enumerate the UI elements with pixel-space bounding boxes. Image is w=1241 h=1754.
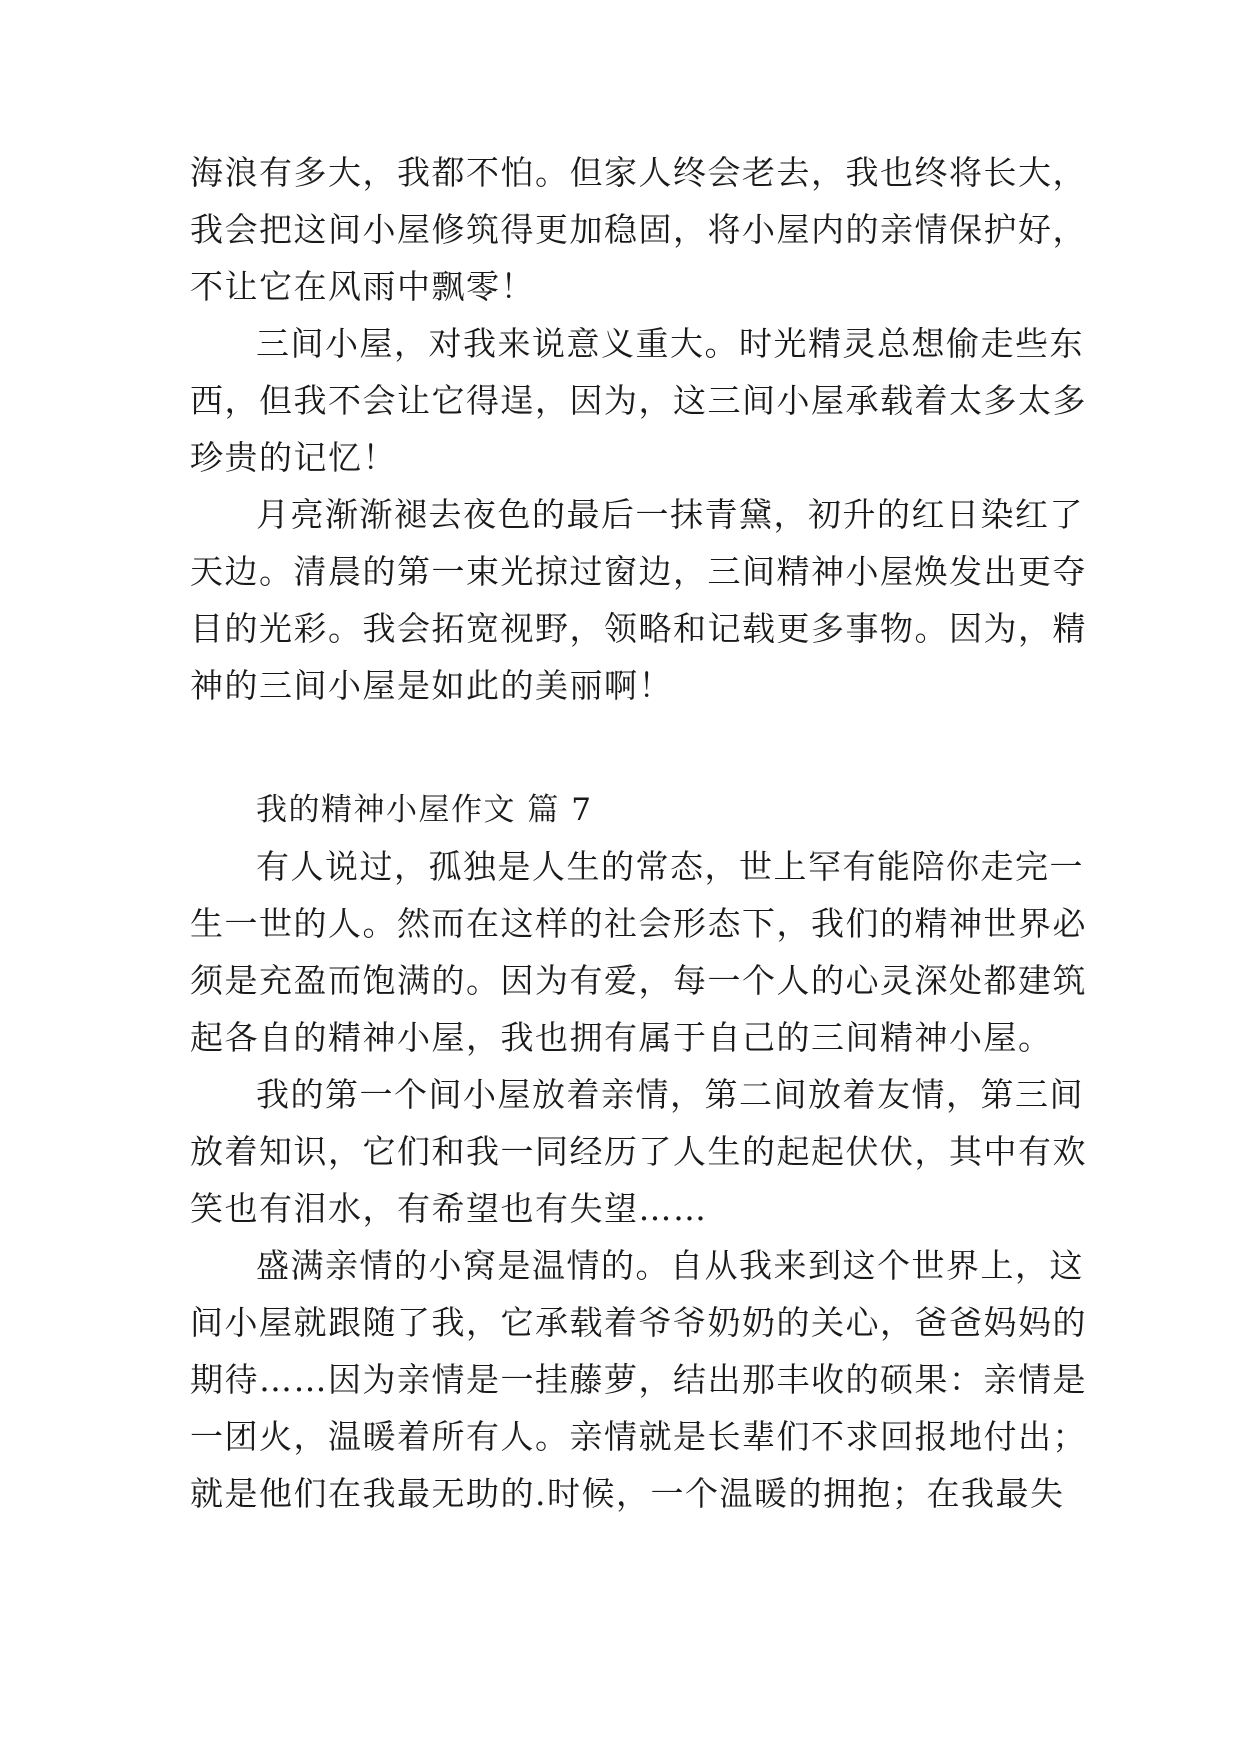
text-line: 神的三间小屋是如此的美丽啊！ bbox=[190, 666, 673, 705]
text-line: 间小屋就跟随了我，它承载着爷爷奶奶的关心，爸爸妈妈的 bbox=[190, 1303, 1087, 1342]
text-line: 须是充盈而饱满的。因为有爱，每一个人的心灵深处都建筑 bbox=[190, 961, 1087, 1000]
text-line: 我的第一个间小屋放着亲情，第二间放着友情，第三间 bbox=[256, 1075, 1084, 1114]
text-line: 目的光彩。我会拓宽视野，领略和记载更多事物。因为，精 bbox=[190, 609, 1087, 648]
text-line: 生一世的人。然而在这样的社会形态下，我们的精神世界必 bbox=[190, 904, 1087, 943]
text-line: 笑也有泪水，有希望也有失望…… bbox=[190, 1189, 708, 1228]
text-line: 期待……因为亲情是一挂藤萝，结出那丰收的硕果：亲情是 bbox=[190, 1360, 1087, 1399]
text-line: 有人说过，孤独是人生的常态，世上罕有能陪你走完一 bbox=[256, 847, 1084, 886]
text-line: 西，但我不会让它得逞，因为，这三间小屋承载着太多太多 bbox=[190, 381, 1087, 420]
text-line: 我会把这间小屋修筑得更加稳固，将小屋内的亲情保护好， bbox=[190, 210, 1087, 249]
text-line: 起各自的精神小屋，我也拥有属于自己的三间精神小屋。 bbox=[190, 1018, 1053, 1057]
text-line: 不让它在风雨中飘零！ bbox=[190, 267, 535, 306]
text-line: 三间小屋，对我来说意义重大。时光精灵总想偷走些东 bbox=[256, 324, 1084, 363]
text-line: 盛满亲情的小窝是温情的。自从我来到这个世界上，这 bbox=[256, 1246, 1084, 1285]
text-line: 放着知识，它们和我一同经历了人生的起起伏伏，其中有欢 bbox=[190, 1132, 1087, 1171]
text-line: 天边。清晨的第一束光掠过窗边，三间精神小屋焕发出更夺 bbox=[190, 552, 1087, 591]
text-line: 就是他们在我最无助的.时候，一个温暖的拥抱；在我最失 bbox=[190, 1474, 1065, 1513]
text-line: 珍贵的记忆！ bbox=[190, 438, 397, 477]
section-heading: 我的精神小屋作文 篇 7 bbox=[256, 792, 593, 828]
text-line: 月亮渐渐褪去夜色的最后一抹青黛，初升的红日染红了 bbox=[256, 495, 1084, 534]
text-line: 一团火，温暖着所有人。亲情就是长辈们不求回报地付出； bbox=[190, 1417, 1087, 1456]
text-line: 海浪有多大，我都不怕。但家人终会老去，我也终将长大， bbox=[190, 153, 1087, 192]
